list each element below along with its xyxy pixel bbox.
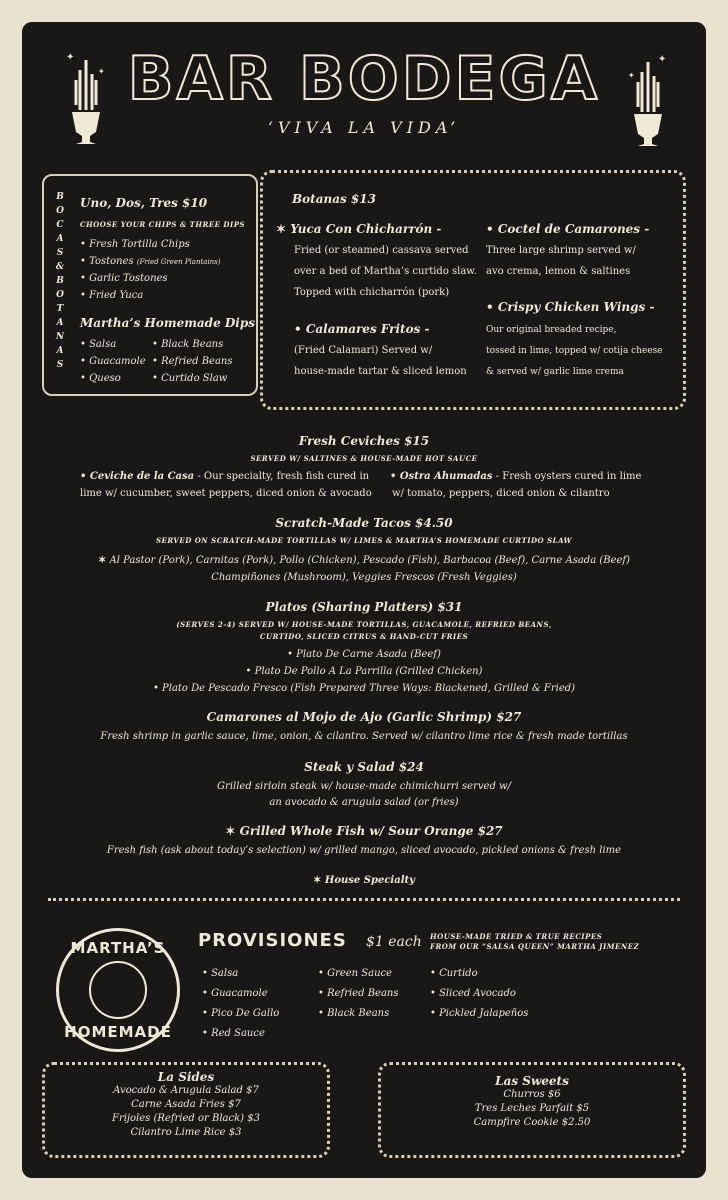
ostra-ahumadas: • Ostra Ahumadas - Fresh oysters cured in lime xyxy=(390,471,642,482)
fish-title: ✶ Grilled Whole Fish w/ Sour Orange $27 xyxy=(225,824,503,838)
plato-item: • Plato De Pollo A La Parrilla (Grilled Chicken) xyxy=(245,666,483,677)
sides: La Sides Avocado & Arugula Salad $7 Carne Asada Fries $7 Frijoles (Refried or Black) $3 Cilantro Lime Rice $3 xyxy=(112,1070,260,1138)
restaurant-title: BAR BODEGA xyxy=(127,44,601,114)
provisiones-note-2: FROM OUR “SALSA QUEEN” MARTHA JIMENEZ xyxy=(430,942,640,951)
botanas-title: Botanas $13 xyxy=(292,192,376,206)
chip-item: • Garlic Tostones xyxy=(80,273,168,284)
yuca-name: ✶ Yuca Con Chicharrón - xyxy=(276,222,442,236)
provisiones-price: $1 each xyxy=(366,934,422,950)
rope-divider xyxy=(48,898,680,901)
fish-desc: Fresh fish (ask about today’s selection) w/ grilled mango, sliced avocado, pickled onions & fresh lime xyxy=(106,845,622,856)
camarones-title: Camarones al Mojo de Ajo (Garlic Shrimp) $27 xyxy=(206,710,522,724)
steak-desc-2: an avocado & arugula salad (or fries) xyxy=(269,797,459,808)
steak-desc: Grilled sirloin steak w/ house-made chimichurri served w/ xyxy=(217,781,511,792)
wings-name: • Crispy Chicken Wings - xyxy=(486,300,655,314)
provisiones-col-2: • Green Sauce • Refried Beans • Black Beans xyxy=(318,968,399,1019)
calamares-name: • Calamares Fritos - xyxy=(294,322,430,336)
coctel-name: • Coctel de Camarones - xyxy=(486,222,650,236)
chip-item: • Fried Yuca xyxy=(80,290,144,301)
dip-item: • Black Beans xyxy=(152,339,224,350)
dip-item: • Guacamole xyxy=(80,356,146,367)
marthas-homemade-seal: MARTHA’S HOMEMADE xyxy=(56,928,180,1052)
svg-text:✦: ✦ xyxy=(66,52,75,63)
dip-item: • Refried Beans xyxy=(152,356,233,367)
provisiones-col-1: • Salsa • Guacamole • Pico De Gallo • Red Sauce xyxy=(202,968,280,1039)
star-icon: ✶ xyxy=(97,555,107,566)
bocas-title: Uno, Dos, Tres $10 xyxy=(80,196,208,210)
bocas-subtitle: CHOOSE YOUR CHIPS & THREE DIPS xyxy=(80,220,246,229)
steak-title: Steak y Salad $24 xyxy=(304,760,424,774)
tacos-list: ✶ Al Pastor (Pork), Carnitas (Pork), Pollo (Chicken), Pescado (Fish), Barbacoa (Beef), Carne Asada (Beef) xyxy=(97,555,631,566)
calamares-desc: (Fried Calamari) Served w/ house-made tartar & sliced lemon xyxy=(294,345,467,377)
camarones-desc: Fresh shrimp in garlic sauce, lime, onion, & cilantro. Served w/ cilantro lime rice & fresh made tortillas xyxy=(100,731,628,742)
platos-subtitle-2: CURTIDO, SLICED CITRUS & HAND-CUT FRIES xyxy=(259,632,469,641)
ceviche-casa: • Ceviche de la Casa - Our specialty, fresh fish cured in xyxy=(80,471,370,482)
provisiones-col-3: • Curtido • Sliced Avocado • Pickled Jalapeños xyxy=(430,968,529,1019)
provisiones-title: PROVISIONES xyxy=(198,930,347,951)
dips-title: Martha’s Homemade Dips xyxy=(80,316,255,330)
chip-item: • Fresh Tortilla Chips xyxy=(80,239,190,250)
star-icon: ✶ xyxy=(276,222,287,236)
ceviches-subtitle: SERVED W/ SALTINES & HOUSE-MADE HOT SAUCE xyxy=(250,454,478,463)
ostra-ahumadas-desc: w/ tomato, peppers, diced onion & cilantro xyxy=(392,488,610,499)
dip-item: • Queso xyxy=(80,373,121,384)
flower-icon xyxy=(89,961,147,1019)
yuca-desc: Fried (or steamed) cassava served over a bed of Martha’s curtido slaw. Topped with chicharrón (pork) xyxy=(294,245,477,298)
platos-subtitle: (SERVES 2-4) SERVED W/ HOUSE-MADE TORTILLAS, GUACAMOLE, REFRIED BEANS, xyxy=(176,620,552,629)
star-icon: ✶ xyxy=(313,875,322,886)
provisiones-note: HOUSE-MADE TRIED & TRUE RECIPES xyxy=(430,932,603,941)
coctel-desc: Three large shrimp served w/ avo crema, lemon & saltines xyxy=(486,245,636,277)
wings-desc: Our original breaded recipe, tossed in lime, topped w/ cotija cheese & served w/ garlic lime crema xyxy=(486,325,663,377)
dip-item: • Salsa xyxy=(80,339,117,350)
tacos-list-2: Champiñones (Mushroom), Veggies Frescos (Fresh Veggies) xyxy=(211,572,517,583)
svg-text:✦: ✦ xyxy=(658,54,667,65)
ceviche-casa-desc: lime w/ cucumber, sweet peppers, diced onion & avocado xyxy=(80,488,372,499)
ceviches-title: Fresh Ceviches $15 xyxy=(298,434,430,448)
chip-item: • Tostones (Fried Green Plantains) xyxy=(80,256,221,267)
platos-title: Platos (Sharing Platters) $31 xyxy=(265,600,463,614)
sweets: Las Sweets Churros $6 Tres Leches Parfait $5 Campfire Cookie $2.50 xyxy=(473,1074,591,1128)
plato-item: • Plato De Pescado Fresco (Fish Prepared Three Ways: Blackened, Grilled & Fried) xyxy=(152,683,576,694)
star-icon: ✶ xyxy=(225,824,236,838)
dip-item: • Curtido Slaw xyxy=(152,373,228,384)
menu-board xyxy=(22,22,706,1178)
house-specialty-legend: ✶ House Specialty xyxy=(313,875,415,886)
plato-item: • Plato De Carne Asada (Beef) xyxy=(287,649,441,660)
tacos-title: Scratch-Made Tacos $4.50 xyxy=(275,516,453,530)
tacos-subtitle: SERVED ON SCRATCH-MADE TORTILLAS W/ LIMES & MARTHA’S HOMEMADE CURTIDO SLAW xyxy=(155,536,573,545)
tagline: ‘VIVA LA VIDA’ xyxy=(267,118,461,137)
bocas-vertical-label: B O C A S & B O T A N A S xyxy=(55,192,65,370)
svg-text:✦: ✦ xyxy=(628,71,635,80)
svg-text:✦: ✦ xyxy=(98,67,105,76)
